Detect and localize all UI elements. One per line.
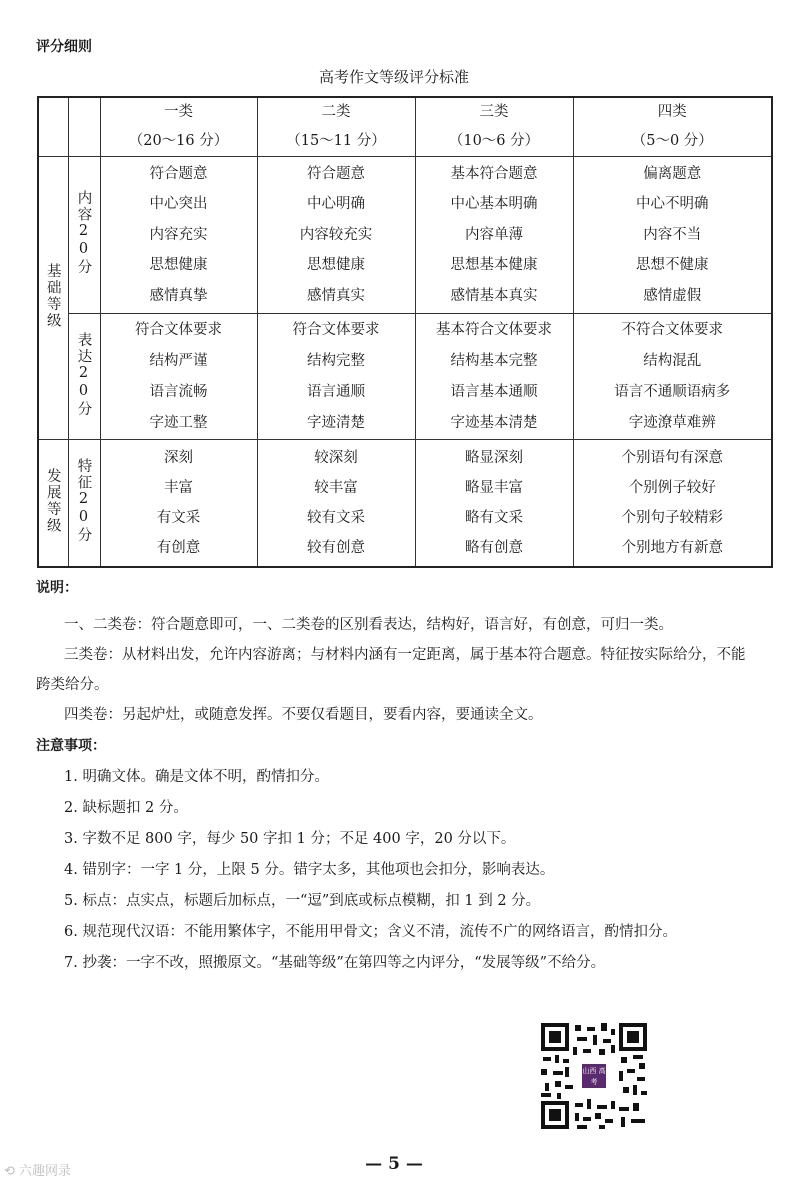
table-row-content <box>38 157 772 314</box>
table-cell: 基本符合题意 中心基本明确 内容单薄 思想基本健康 感情基本真实 <box>415 157 573 314</box>
explanation-paragraph: 一、二类卷：符合题意即可，一、二类卷的区别看表达，结构好，语言好，有创意，可归一类。 <box>64 617 673 633</box>
row-label: 特征20分 <box>68 440 100 567</box>
table-row-expression <box>38 314 772 440</box>
table-cell: 深刻 丰富 有文采 有创意 <box>100 440 257 567</box>
column-header: 三类 （10～6 分） <box>415 97 573 157</box>
attention-item: 7. 抄袭：一字不改，照搬原文。“基础等级”在第四等之内评分，“发展等级”不给分。 <box>64 955 606 971</box>
column-header: 一类 （20～16 分） <box>100 97 257 157</box>
notes-section <box>36 578 776 979</box>
row-label: 内容20分 <box>68 157 100 314</box>
attention-item: 3. 字数不足 800 字，每少 50 字扣 1 分；不足 400 字，20 分以下。 <box>64 831 516 847</box>
watermark: ⟲ 六趣网录 <box>4 1164 72 1179</box>
explanation-paragraph: 三类卷：从材料出发，允许内容游离；与材料内涵有一定距离，属于基本符合题意。特征按实际给分，不能 <box>64 647 746 663</box>
group-label-development: 发展等级 <box>38 440 68 567</box>
table-cell: 符合题意 中心明确 内容较充实 思想健康 感情真实 <box>257 157 415 314</box>
column-header: 二类 （15～11 分） <box>257 97 415 157</box>
table-cell: 基本符合文体要求 结构基本完整 语言基本通顺 字迹基本清楚 <box>415 314 573 440</box>
attention-label: 注意事项： <box>36 738 106 754</box>
attention-item: 1. 明确文体。确是文体不明，酌情扣分。 <box>64 769 329 785</box>
table-cell: 较深刻 较丰富 较有文采 较有创意 <box>257 440 415 567</box>
table-cell: 符合题意 中心突出 内容充实 思想健康 感情真挚 <box>100 157 257 314</box>
grading-table <box>37 96 773 568</box>
column-header: 四类 （5～0 分） <box>573 97 772 157</box>
table-cell: 符合文体要求 结构完整 语言通顺 字迹清楚 <box>257 314 415 440</box>
table-cell: 符合文体要求 结构严谨 语言流畅 字迹工整 <box>100 314 257 440</box>
corner-cell <box>68 97 100 157</box>
table-cell: 略显深刻 略显丰富 略有文采 略有创意 <box>415 440 573 567</box>
table-row-feature <box>38 440 772 567</box>
group-label-basic: 基础等级 <box>38 157 68 440</box>
explanation-paragraph: 四类卷：另起炉灶，或随意发挥。不要仅看题目，要看内容，要通读全文。 <box>64 707 543 723</box>
table-cell: 个别语句有深意 个别例子较好 个别句子较精彩 个别地方有新意 <box>573 440 772 567</box>
attention-item: 4. 错别字：一字 1 分，上限 5 分。错字太多，其他项也会扣分，影响表达。 <box>64 862 555 878</box>
qr-logo-badge: 山西 高考 <box>581 1063 607 1089</box>
attention-item: 2. 缺标题扣 2 分。 <box>64 800 188 816</box>
section-heading: 评分细则 <box>36 39 92 55</box>
table-title: 高考作文等级评分标准 <box>318 68 469 86</box>
attention-item: 5. 标点：点实点，标题后加标点，一“逗”到底或标点模糊，扣 1 到 2 分。 <box>64 893 541 909</box>
table-cell: 不符合文体要求 结构混乱 语言不通顺语病多 字迹潦草难辨 <box>573 314 772 440</box>
attention-item: 6. 规范现代汉语：不能用繁体字，不能用甲骨文；含义不清，流传不广的网络语言，酌情扣分。 <box>64 924 677 940</box>
explanation-paragraph-continued: 跨类给分。 <box>36 677 109 693</box>
table-cell: 偏离题意 中心不明确 内容不当 思想不健康 感情虚假 <box>573 157 772 314</box>
explanation-label: 说明： <box>36 580 78 596</box>
table-header-row <box>38 97 772 157</box>
page-number: — 5 — <box>365 1154 423 1174</box>
corner-cell <box>38 97 68 157</box>
row-label: 表达20分 <box>68 314 100 440</box>
qr-code <box>541 1023 647 1129</box>
